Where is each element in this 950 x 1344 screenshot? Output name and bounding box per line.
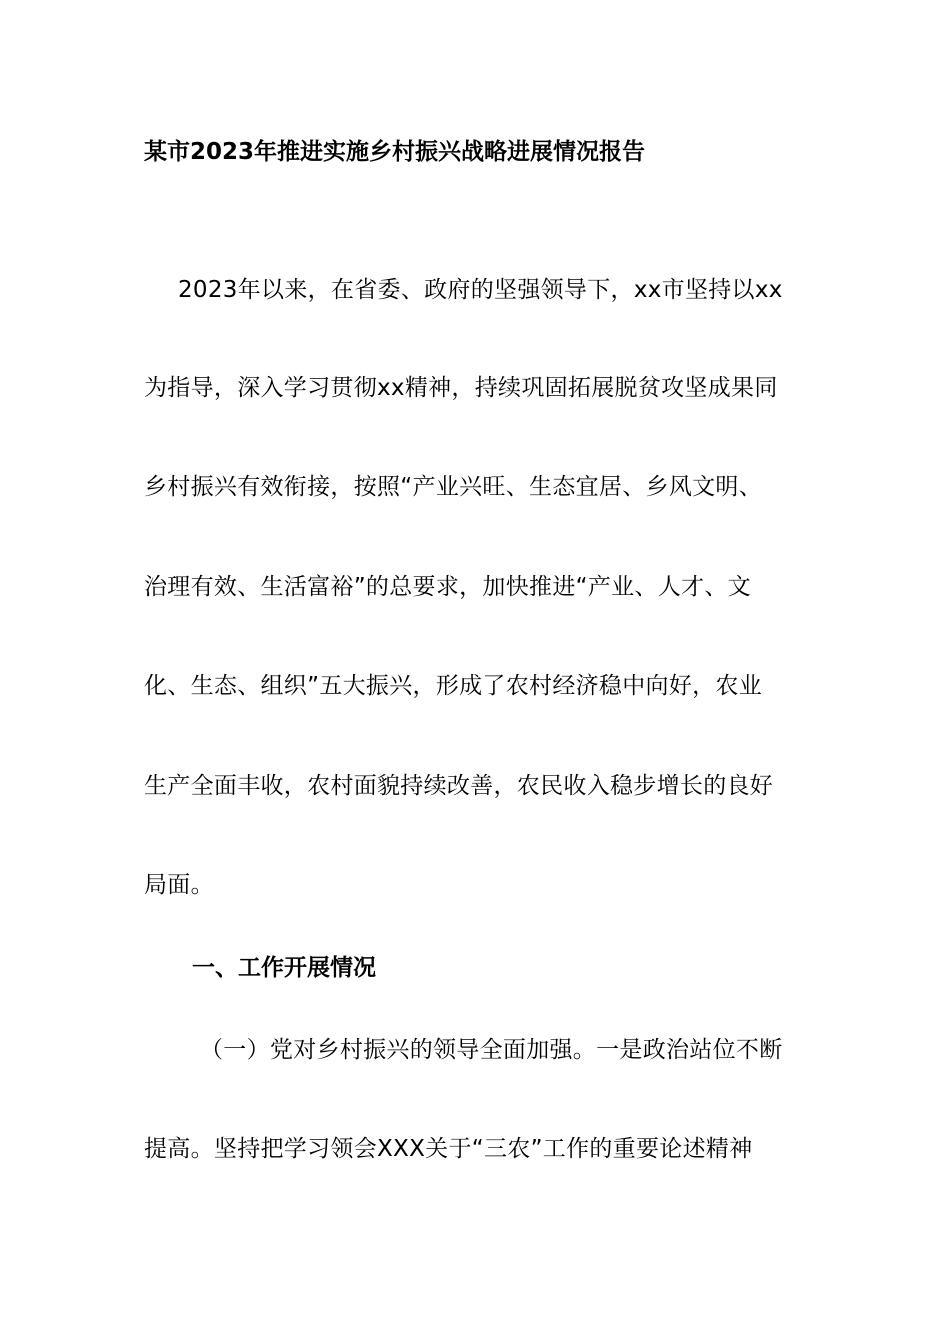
intro-line-4: 治理有效、生活富裕”的总要求，加快推进“产业、人才、文 <box>144 574 751 600</box>
intro-line-2: 为指导，深入学习贯彻xx精神，持续巩固拓展脱贫攻坚成果同 <box>144 375 778 401</box>
document-title: 某市2023年推进实施乡村振兴战略进展情况报告 <box>144 139 646 165</box>
intro-line-3: 乡村振兴有效衔接，按照“产业兴旺、生态宜居、乡风文明、 <box>144 474 763 500</box>
subsection-line-2: 提高。坚持把学习领会XXX关于“三农”工作的重要论述精神 <box>144 1136 753 1162</box>
section-heading: 一、工作开展情况 <box>192 955 376 981</box>
intro-line-7: 局面。 <box>144 872 214 898</box>
intro-line-1: 2023年以来，在省委、政府的坚强领导下，xx市坚持以xx <box>178 277 783 303</box>
intro-line-6: 生产全面丰收，农村面貌持续改善，农民收入稳步增长的良好 <box>144 773 774 799</box>
subsection-line-1: （一）党对乡村振兴的领导全面加强。一是政治站位不断 <box>200 1037 783 1063</box>
intro-line-5: 化、生态、组织”五大振兴，形成了农村经济稳中向好，农业 <box>144 673 763 699</box>
